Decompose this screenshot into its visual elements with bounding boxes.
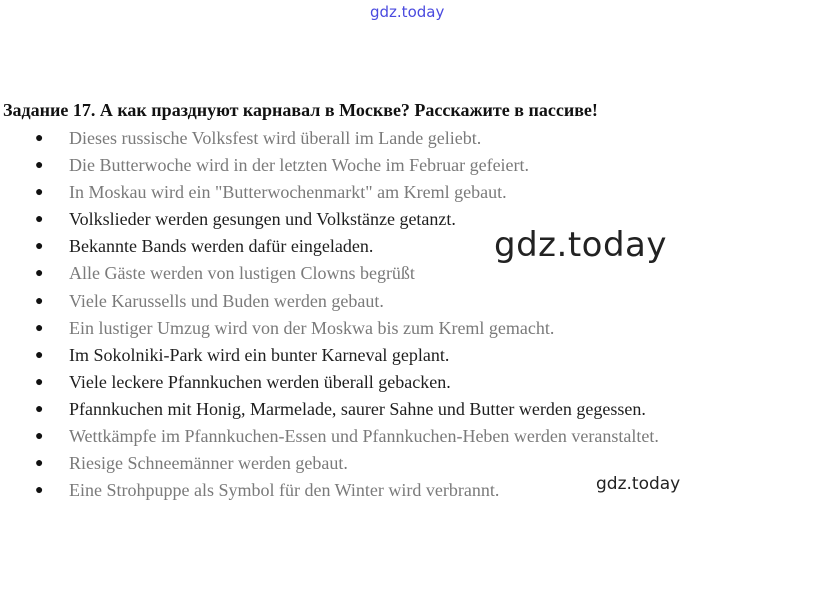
bullet-icon: ● <box>35 293 44 309</box>
bullet-icon: ● <box>35 185 44 201</box>
bullet-icon: ● <box>35 456 44 472</box>
list-item-text: Ein lustiger Umzug wird von der Moskwa bis zum Kreml gemacht. <box>69 317 555 338</box>
task-heading: Задание 17. А как празднуют карнавал в Москве? Расскажите в пассиве! <box>3 100 598 120</box>
list-item-text: Im Sokolniki-Park wird ein bunter Karneval geplant. <box>69 344 450 365</box>
list-item-text: Dieses russische Volksfest wird überall im Lande geliebt. <box>69 128 482 148</box>
list-item-text: Wettkämpfe im Pfannkuchen-Essen und Pfannkuchen-Heben werden veranstaltet. <box>69 426 659 447</box>
list-item-text: Die Butterwoche wird in der letzten Woche im Februar gefeiert. <box>69 155 530 176</box>
list-item-text: In Moskau wird ein "Butterwochenmarkt" am Kreml gebaut. <box>69 182 507 203</box>
watermark-bottom: gdz.today <box>596 474 681 494</box>
list-item-text: Volkslieder werden gesungen und Volkstänze getanzt. <box>69 209 456 230</box>
bullet-icon: ● <box>35 239 44 255</box>
list-item-text: Pfannkuchen mit Honig, Marmelade, saurer Sahne und Butter werden gegessen. <box>69 398 646 419</box>
watermark-middle: gdz.today <box>494 225 667 265</box>
bullet-icon: ● <box>35 320 44 336</box>
list-item-text: Viele Karussells und Buden werden gebaut. <box>69 290 384 311</box>
list-item-text: Eine Strohpuppe als Symbol für den Winter wird verbrannt. <box>69 480 500 501</box>
list-item-text: Bekannte Bands werden dafür eingeladen. <box>69 236 374 257</box>
list-item-text: Alle Gäste werden von lustigen Clowns begrüßt <box>69 263 415 284</box>
bullet-icon: ● <box>35 483 44 499</box>
watermark-top: gdz.today <box>370 3 445 21</box>
bullet-icon: ● <box>35 374 44 390</box>
list-item-text: Riesige Schneemänner werden gebaut. <box>69 453 348 474</box>
bullet-icon: ● <box>35 401 44 417</box>
bullet-icon: ● <box>35 429 44 445</box>
bullet-icon: ● <box>35 347 44 363</box>
bullet-icon: ● <box>35 212 44 228</box>
bullet-icon: ● <box>35 131 44 146</box>
list-item-text: Viele leckere Pfannkuchen werden überall gebacken. <box>69 371 451 392</box>
bullet-icon: ● <box>35 158 44 174</box>
bullet-icon: ● <box>35 266 44 282</box>
